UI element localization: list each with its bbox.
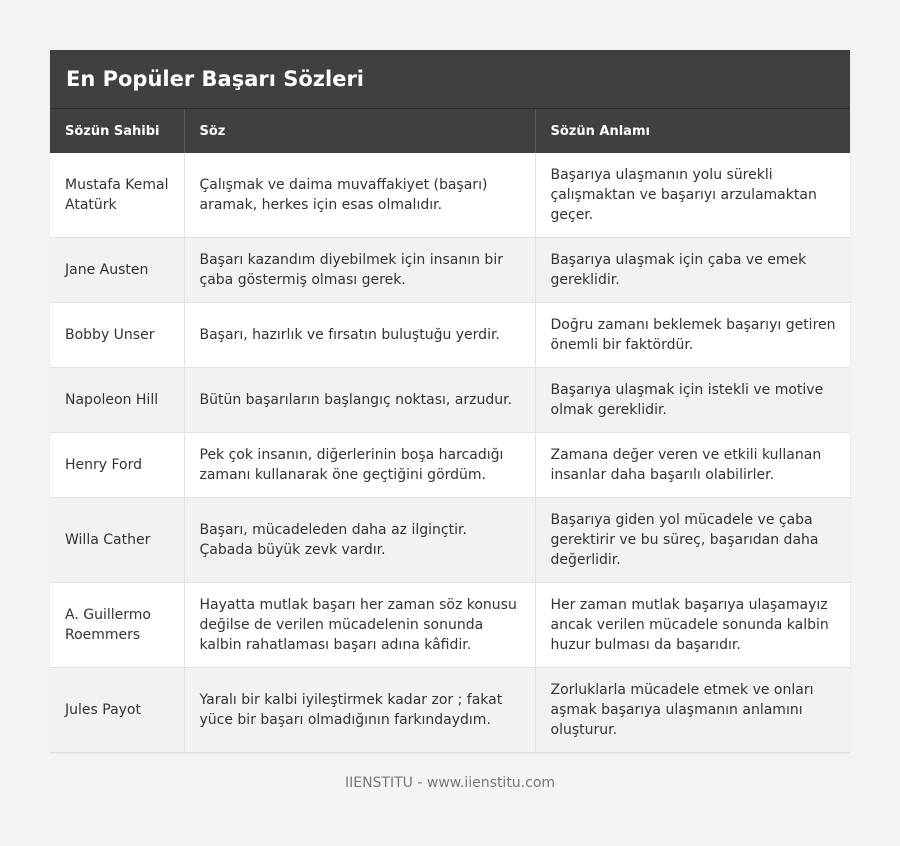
cell-meaning: Her zaman mutlak başarıya ulaşamayız ancak verilen mücadele sonunda kalbin huzur bulması da başarıdır.: [535, 583, 850, 668]
cell-meaning: Başarıya ulaşmak için çaba ve emek gereklidir.: [535, 238, 850, 303]
table-row: [50, 498, 850, 583]
table-row: [50, 303, 850, 368]
footer-credit: IIENSTITU - www.iienstitu.com: [344, 775, 556, 791]
cell-author: Bobby Unser: [50, 303, 184, 368]
cell-author: Jules Payot: [50, 668, 184, 753]
table-row: [50, 153, 850, 238]
column-header-quote: Söz: [184, 109, 535, 153]
cell-meaning: Zorluklarla mücadele etmek ve onları aşmak başarıya ulaşmanın anlamını oluşturur.: [535, 668, 850, 753]
table-row: [50, 583, 850, 668]
cell-quote: Çalışmak ve daima muvaffakiyet (başarı) aramak, herkes için esas olmalıdır.: [184, 153, 535, 238]
cell-quote: Pek çok insanın, diğerlerinin boşa harcadığı zamanı kullanarak öne geçtiğini gördüm.: [184, 433, 535, 498]
cell-meaning: Doğru zamanı beklemek başarıyı getiren önemli bir faktördür.: [535, 303, 850, 368]
table-row: [50, 238, 850, 303]
cell-quote: Yaralı bir kalbi iyileştirmek kadar zor ; fakat yüce bir başarı olmadığının farkındaydım.: [184, 668, 535, 753]
cell-quote: Hayatta mutlak başarı her zaman söz konusu değilse de verilen mücadelenin sonunda kalbin rahatlaması başarı adına kâfidir.: [184, 583, 535, 668]
cell-author: A. Guillermo Roemmers: [50, 583, 184, 668]
cell-quote: Bütün başarıların başlangıç noktası, arzudur.: [184, 368, 535, 433]
table-row: [50, 668, 850, 753]
cell-author: Jane Austen: [50, 238, 184, 303]
quotes-card: [50, 50, 850, 753]
column-header-meaning: Sözün Anlamı: [535, 109, 850, 153]
table-header-row: [50, 109, 850, 153]
quotes-table: [50, 109, 850, 753]
cell-meaning: Başarıya ulaşmak için istekli ve motive olmak gereklidir.: [535, 368, 850, 433]
cell-quote: Başarı, hazırlık ve fırsatın buluştuğu yerdir.: [184, 303, 535, 368]
table-row: [50, 433, 850, 498]
column-header-author: Sözün Sahibi: [50, 109, 184, 153]
cell-author: Henry Ford: [50, 433, 184, 498]
table-row: [50, 368, 850, 433]
cell-meaning: Zamana değer veren ve etkili kullanan insanlar daha başarılı olabilirler.: [535, 433, 850, 498]
cell-author: Mustafa Kemal Atatürk: [50, 153, 184, 238]
cell-quote: Başarı kazandım diyebilmek için insanın bir çaba göstermiş olması gerek.: [184, 238, 535, 303]
cell-author: Napoleon Hill: [50, 368, 184, 433]
table-title: En Popüler Başarı Sözleri: [50, 50, 850, 109]
cell-meaning: Başarıya giden yol mücadele ve çaba gerektirir ve bu süreç, başarıdan daha değerlidir.: [535, 498, 850, 583]
cell-quote: Başarı, mücadeleden daha az ilginçtir. Çabada büyük zevk vardır.: [184, 498, 535, 583]
cell-author: Willa Cather: [50, 498, 184, 583]
cell-meaning: Başarıya ulaşmanın yolu sürekli çalışmaktan ve başarıyı arzulamaktan geçer.: [535, 153, 850, 238]
